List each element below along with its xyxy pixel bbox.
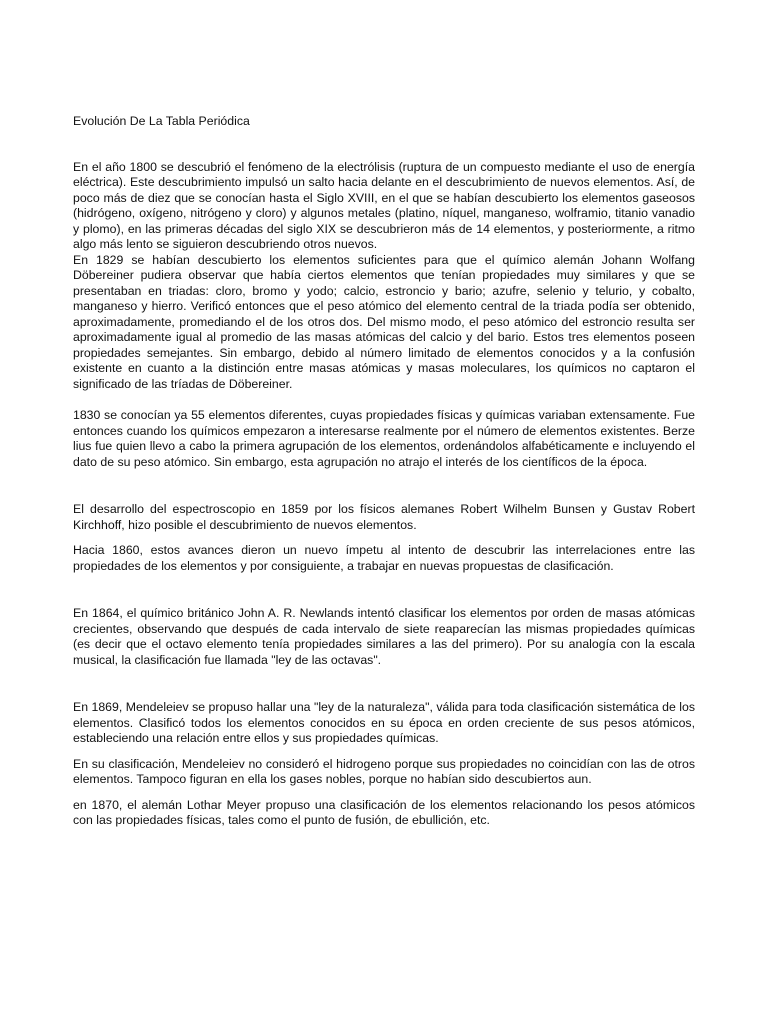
document-body bbox=[73, 114, 695, 829]
paragraph-mendeleiev-1869: En 1869, Mendeleiev se propuso hallar una "ley de la naturaleza", válida para toda clasificación sistemática de los elementos. Clasificó todos los elementos conocidos en su época en orden creciente de sus pesos atómicos, estableciendo una relación entre ellos y sus propiedades químicas. bbox=[73, 700, 695, 745]
document-title: Evolución De La Tabla Periódica bbox=[73, 114, 250, 128]
paragraph-meyer-1870: en 1870, el alemán Lothar Meyer propuso una clasificación de los elementos relacionando los pesos atómicos con las propiedades físicas, tales como el punto de fusión, de ebullición, etc. bbox=[73, 797, 695, 827]
paragraph-spectroscope-1859: El desarrollo del espectroscopio en 1859 por los físicos alemanes Robert Wilhelm Bunsen y Gustav Robert Kirchhoff, hizo posible el descubrimiento de nuevos elementos. bbox=[73, 502, 695, 532]
paragraph-newlands-1864: En 1864, el químico británico John A. R. Newlands intentó clasificar los elementos por orden de masas atómicas crecientes, observando que después de cada intervalo de siete reaparecían las mismas propiedades químicas (es decir que el octavo elemento tenía propiedades similares a las del primero). Por su analogía con la escala musical, la clasificación fue llamada "ley de las octavas". bbox=[73, 606, 695, 667]
paragraph-dobereiner-1829: En 1829 se habían descubierto los elementos suficientes para que el químico alemán Johann Wolfang Döbereiner pudiera observar que había ciertos elementos que tenían propiedades muy similares y que se presentaban en triadas: cloro, bromo y yodo; calcio, estroncio y bario; azufre, selenio y telurio, y cobalto, manganeso y hierro. Verificó entonces que el peso atómico del elemento central de la triada podía ser obtenido, aproximadamente, promediando el de los otros dos. Del mismo modo, el peso atómico del estroncio resulta ser aproximadamente igual al promedio de las masas atómicas del calcio y del bario. Estos tres elementos poseen propiedades semejantes. Sin embargo, debido al número limitado de elementos conocidos y a la confusión existente en cuanto a la distinción entre masas atómicas y masas moleculares, los químicos no captaron el significado de las tríadas de Döbereiner. bbox=[73, 252, 695, 391]
paragraph-1860-advances: Hacia 1860, estos avances dieron un nuevo ímpetu al intento de descubrir las interrelaciones entre las propiedades de los elementos y por consiguiente, a trabajar en nuevas propuestas de clasificación. bbox=[73, 543, 695, 573]
paragraph-mendeleiev-classification: En su clasificación, Mendeleiev no consideró el hidrogeno porque sus propiedades no coincidían con las de otros elementos. Tampoco figuran en ella los gases nobles, porque no habían sido descubiertos aun. bbox=[73, 756, 695, 786]
paragraph-electrolysis-1800: En el año 1800 se descubrió el fenómeno de la electrólisis (ruptura de un compuesto mediante el uso de energía eléctrica). Este descubrimiento impulsó un salto hacia delante en el descubrimiento de nuevos elementos. Así, de poco más de diez que se conocían hasta el Siglo XVIII, en el que se habían descubierto los elementos gaseosos (hidrógeno, oxígeno, nitrógeno y cloro) y algunos metales (platino, níquel, manganeso, wolframio, titanio vanadio y plomo), en las primeras décadas del siglo XIX se descubrieron más de 14 elementos, y posteriormente, a ritmo algo más lento se siguieron descubriendo otros nuevos. bbox=[73, 159, 695, 251]
paragraph-berzelius-1830: 1830 se conocían ya 55 elementos diferentes, cuyas propiedades físicas y químicas variaban extensamente. Fue entonces cuando los químicos empezaron a interesarse realmente por el número de elementos existentes. Berze lius fue quien llevo a cabo la primera agrupación de los elementos, ordenándolos alfabéticamente e incluyendo el dato de su peso atómico. Sin embargo, esta agrupación no atrajo el interés de los científicos de la época. bbox=[73, 408, 695, 469]
